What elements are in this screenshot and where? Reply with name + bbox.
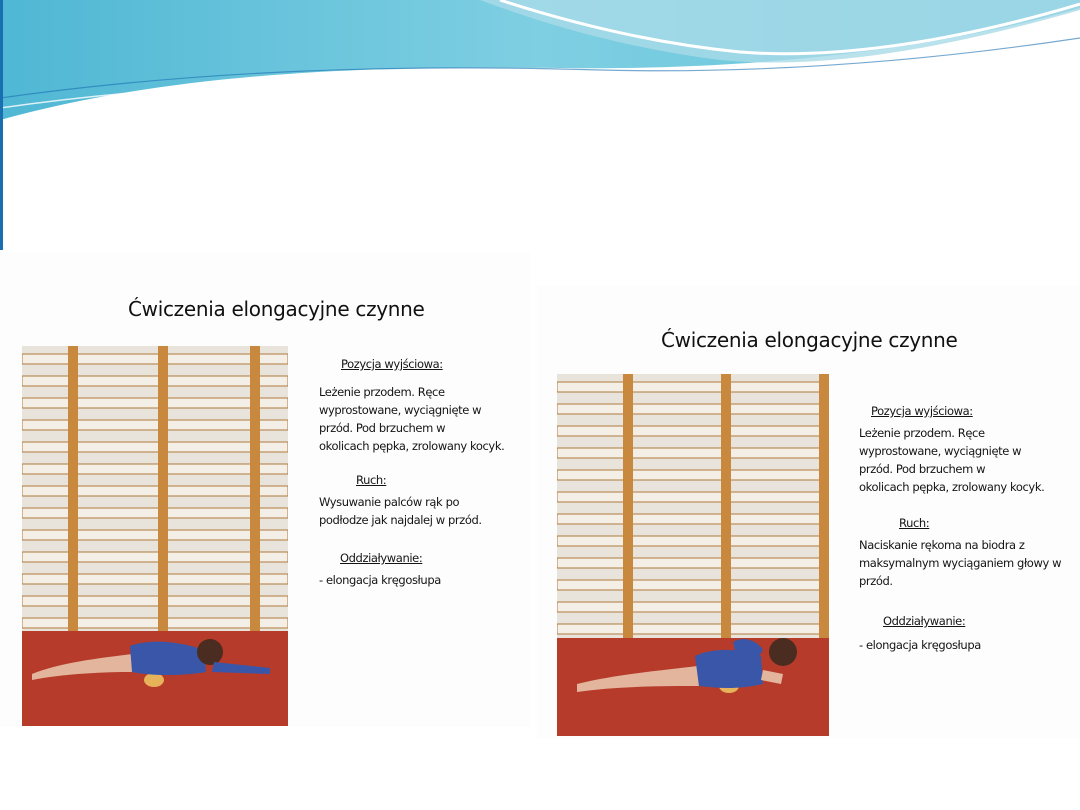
movement-heading: Ruch:: [899, 516, 930, 530]
exercise-photo: [557, 374, 829, 736]
effect-text: - elongacja kręgosłupa: [319, 573, 441, 587]
panel-title: Ćwiczenia elongacyjne czynne: [661, 328, 958, 352]
effect-heading: Oddziaływanie:: [883, 614, 966, 628]
starting-position-text: Leżenie przodem. Ręce wyprostowane, wyciągnięte w przód. Pod brzuchem w okolicach pępka, zrolowany kocyk.: [859, 426, 1045, 494]
starting-position-heading: Pozycja wyjściowa:: [871, 404, 973, 418]
exercise-card-2: [537, 286, 1080, 738]
exercise-photo: [22, 346, 288, 726]
panel-title: Ćwiczenia elongacyjne czynne: [128, 297, 425, 321]
movement-text: Naciskanie rękoma na biodra z maksymalnym wyciąganiem głowy w przód.: [859, 538, 1062, 588]
left-edge-accent: [0, 0, 3, 250]
exercise-card-1: [0, 252, 530, 727]
exercise-description: [859, 402, 1061, 654]
exercise-description: [319, 355, 504, 589]
header-wave-decoration: [0, 0, 1080, 130]
starting-position-text: Leżenie przodem. Ręce wyprostowane, wyciągnięte w przód. Pod brzuchem w okolicach pępka, zrolowany kocyk.: [319, 385, 505, 453]
starting-position-heading: Pozycja wyjściowa:: [341, 357, 443, 371]
movement-heading: Ruch:: [356, 473, 387, 487]
movement-text: Wysuwanie palców rąk po podłodze jak najdalej w przód.: [319, 495, 482, 527]
effect-text: - elongacja kręgosłupa: [859, 638, 981, 652]
effect-heading: Oddziaływanie:: [340, 551, 423, 565]
